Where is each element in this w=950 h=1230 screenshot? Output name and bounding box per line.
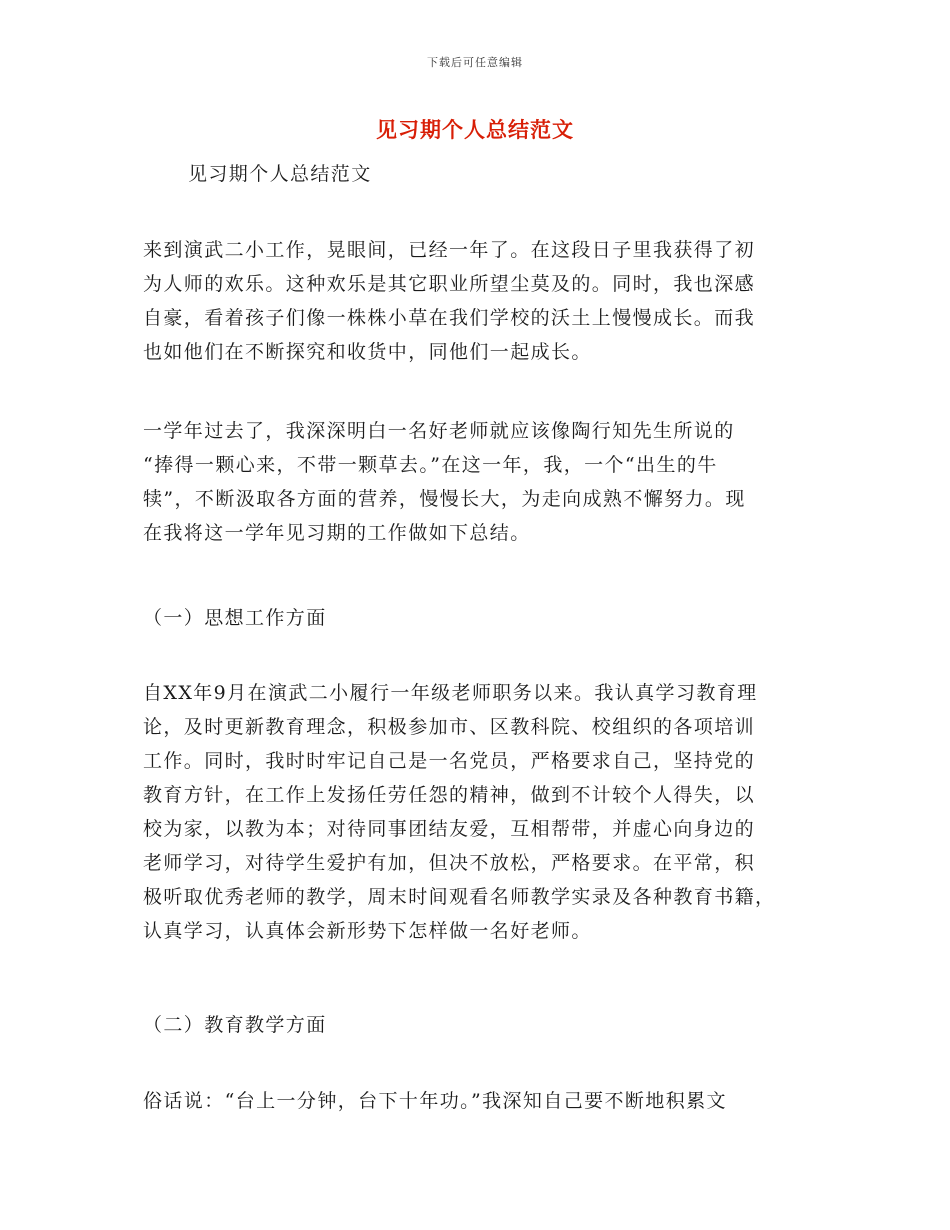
paragraph-1: [143, 233, 808, 369]
paragraph-line: 犊”，不断汲取各方面的营养，慢慢长大，为走向成熟不懈努力。现: [143, 488, 746, 510]
paragraph-line: 极听取优秀老师的教学，周末时间观看名师教学实录及各种教育书籍，: [143, 886, 776, 908]
paragraph-3: [143, 676, 808, 948]
paragraph-4: [143, 1084, 808, 1118]
paragraph-line: 为人师的欢乐。这种欢乐是其它职业所望尘莫及的。同时，我也深感: [143, 273, 756, 295]
paragraph-line: 自XX年9月在演武二小履行一年级老师职务以来。我认真学习教育理: [143, 682, 758, 704]
paragraph-2: [143, 414, 808, 550]
paragraph-line: 论，及时更新教育理念，积极参加市、区教科院、校组织的各项培训: [143, 716, 756, 738]
paragraph-line: 认真学习，认真体会新形势下怎样做一名好老师。: [143, 920, 592, 942]
paragraph-line: 自豪，看着孩子们像一株株小草在我们学校的沃土上慢慢成长。而我: [143, 307, 756, 329]
subtitle-line: 见习期个人总结范文: [188, 163, 372, 185]
section-heading-line: （二）教育教学方面: [143, 1014, 327, 1036]
paragraph-line: 工作。同时，我时时牢记自己是一名党员，严格要求自己，坚持党的: [143, 750, 756, 772]
header-note: 下载后可任意编辑: [427, 56, 523, 69]
paragraph-line: 校为家，以教为本；对待同事团结友爱，互相帮带，并虚心向身边的: [143, 818, 756, 840]
document-subtitle: [188, 157, 853, 191]
document-title: 见习期个人总结范文: [376, 117, 574, 142]
section-heading-line: （一）思想工作方面: [143, 607, 327, 629]
paragraph-line: 来到演武二小工作，晃眼间，已经一年了。在这段日子里我获得了初: [143, 239, 756, 261]
paragraph-line: 在我将这一学年见习期的工作做如下总结。: [143, 522, 531, 544]
section-heading-2: [143, 1008, 808, 1042]
paragraph-line: 教育方针，在工作上发扬任劳任怨的精神，做到不计较个人得失，以: [143, 784, 756, 806]
paragraph-line: 也如他们在不断探究和收货中，同他们一起成长。: [143, 341, 592, 363]
section-heading-1: [143, 601, 808, 635]
paragraph-line: 俗话说：“台上一分钟，台下十年功。”我深知自己要不断地积累文: [143, 1090, 727, 1112]
paragraph-line: 一学年过去了，我深深明白一名好老师就应该像陶行知先生所说的: [143, 420, 735, 442]
paragraph-line: “捧得一颗心来，不带一颗草去。”在这一年，我，一个“出生的牛: [143, 454, 718, 476]
paragraph-line: 老师学习，对待学生爱护有加，但决不放松，严格要求。在平常，积: [143, 852, 756, 874]
